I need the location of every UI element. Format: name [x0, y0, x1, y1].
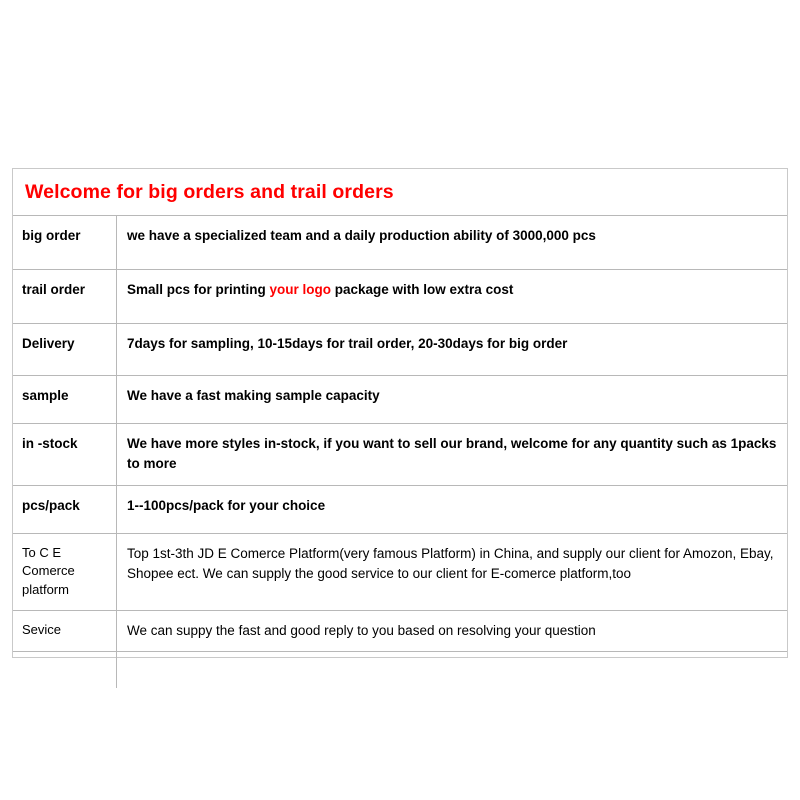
row-value-text-2: package with low extra cost: [331, 282, 514, 297]
row-value-highlight: your logo: [269, 282, 332, 297]
row-value-text: We can suppy the fast and good reply to you based on resolving your question: [127, 623, 596, 639]
row-label: sample: [13, 376, 117, 423]
row-value-text: 7days for sampling, 10-15days for trail order, 20-30days for big order: [127, 336, 568, 351]
row-label: Delivery: [13, 324, 117, 375]
row-label: To C E Comerce platform: [13, 534, 117, 611]
row-label: pcs/pack: [13, 486, 117, 533]
table-row: [13, 652, 787, 688]
row-value-text: We have a fast making sample capacity: [127, 388, 380, 403]
title-row: [13, 169, 787, 215]
row-label: big order: [13, 216, 117, 269]
row-value: [117, 270, 787, 323]
row-value-text: Small pcs for printing: [127, 282, 270, 297]
row-label: Sevice: [13, 611, 117, 651]
table-row: [13, 270, 787, 324]
row-label: [13, 652, 117, 688]
table-row: [13, 534, 787, 612]
page-title: Welcome for big orders and trail orders: [25, 180, 394, 203]
row-label: trail order: [13, 270, 117, 323]
table-row: [13, 611, 787, 652]
terms-table: [13, 215, 787, 688]
row-value-text: we have a specialized team and a daily production ability of 3000,000 pcs: [127, 228, 596, 243]
row-value-text: Top 1st-3th JD E Comerce Platform(very famous Platform) in China, and supply our client for Amozon, Ebay, Shopee ect. We can supply the good service to our client for E-comerce platform,too: [127, 545, 774, 581]
row-value: [117, 216, 787, 269]
row-value: [117, 376, 787, 423]
table-row: [13, 324, 787, 376]
row-value: [117, 486, 787, 533]
row-value: [117, 652, 787, 688]
row-value: [117, 534, 787, 611]
table-row: [13, 376, 787, 424]
row-value: [117, 424, 787, 485]
row-value: [117, 611, 787, 651]
row-value-text: We have more styles in-stock, if you want to sell our brand, welcome for any quantity such as 1packs to more: [127, 436, 777, 472]
info-table-card: [12, 168, 788, 658]
row-label: in -stock: [13, 424, 117, 485]
row-value: [117, 324, 787, 375]
table-row: [13, 486, 787, 534]
table-row: [13, 216, 787, 270]
table-row: [13, 424, 787, 486]
row-value-text: 1--100pcs/pack for your choice: [127, 497, 326, 513]
